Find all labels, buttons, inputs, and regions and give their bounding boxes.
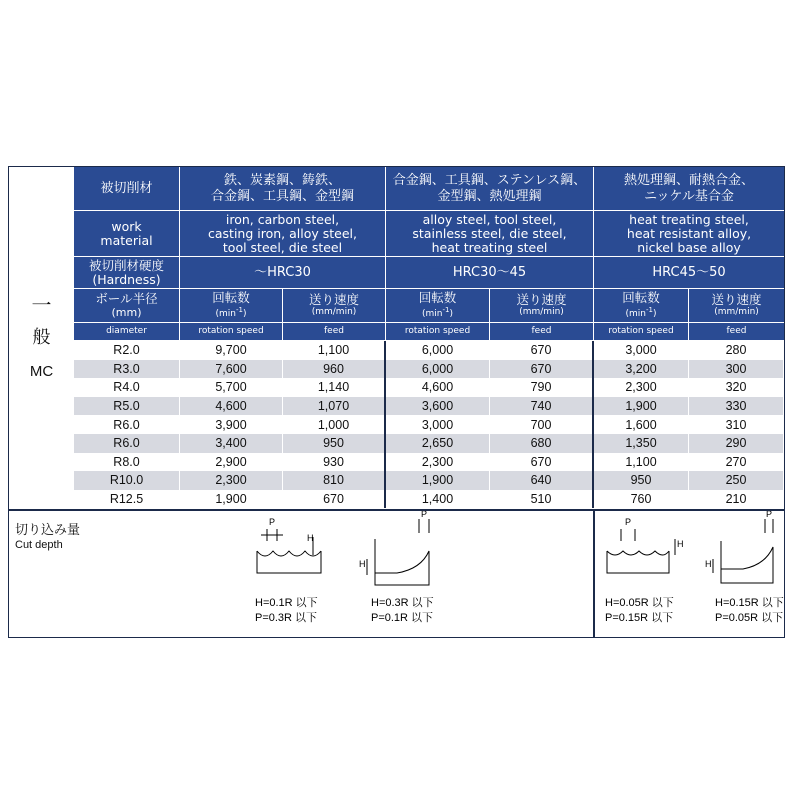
diagram-2-h-letter: H [359,559,366,569]
feed-cell: 1,000 [283,415,386,434]
diagram-4-h: H=0.15R 以下 [715,597,784,609]
radius-cell: R4.0 [74,378,180,397]
speed-cell: 2,300 [594,378,689,397]
diagram-2-h: H=0.3R 以下 [371,597,434,609]
feed-cell: 250 [689,471,784,490]
speed-cell: 1,900 [180,490,283,509]
speed-cell: 1,400 [386,490,490,509]
speed-cell: 4,600 [386,378,490,397]
speed-header: 回転数 $(\min^{-1})$ [180,289,283,323]
speed-cell: 9,700 [180,341,283,360]
radius-header: ボール半径 (mm) [74,289,180,323]
speed-cell: 1,350 [594,434,689,453]
feed-cell: 670 [490,453,594,472]
diagram-3-h-letter: H [677,539,684,549]
feed-cell: 1,140 [283,378,386,397]
hardness-label: 被切削材硬度 (Hardness) [74,257,180,289]
cut-depth-diagrams [9,511,784,637]
feed-cell: 670 [490,341,594,360]
feed-cell: 1,100 [283,341,386,360]
side-label-1: 一 [31,295,52,317]
feed-header-en: feed [283,323,386,341]
speed-cell: 3,600 [386,397,490,416]
speed-cell: 1,900 [594,397,689,416]
work-material-jp-label: 被切削材 [74,167,180,211]
group3-hardness: HRC45～50 [594,257,784,289]
diagram-1-h-letter: H [307,533,314,543]
speed-cell: 2,300 [386,453,490,472]
feed-cell: 290 [689,434,784,453]
side-label-mc: MC [29,363,54,380]
radius-header-en: diameter [74,323,180,341]
feed-cell: 510 [490,490,594,509]
feed-cell: 210 [689,490,784,509]
speed-cell: 3,000 [594,341,689,360]
diagram-4-p: P=0.05R 以下 [715,612,784,624]
diagram-3-p-letter: P [624,517,632,527]
speed-cell: 7,600 [180,360,283,379]
speed-cell: 2,300 [180,471,283,490]
radius-cell: R2.0 [74,341,180,360]
diagram-3-p: P=0.15R 以下 [605,612,674,624]
speed-cell: 760 [594,490,689,509]
feed-cell: 310 [689,415,784,434]
speed-cell: 6,000 [386,341,490,360]
feed-cell: 950 [283,434,386,453]
work-material-en-label: work material [74,211,180,257]
speed-header: 回転数 $(\min^{-1})$ [594,289,689,323]
speed-header-en: rotation speed [594,323,689,341]
side-label-2: 般 [32,327,51,347]
feed-header: 送り速度 (mm/min) [490,289,594,323]
feed-cell: 810 [283,471,386,490]
cut-depth-title: 切り込み量 [15,523,81,538]
diagram-1 [255,517,321,624]
speed-cell: 2,900 [180,453,283,472]
radius-cell: R3.0 [74,360,180,379]
speed-cell: 4,600 [180,397,283,416]
feed-cell: 960 [283,360,386,379]
speed-cell: 3,400 [180,434,283,453]
speed-cell: 2,650 [386,434,490,453]
diagram-4-p-letter: P [765,511,773,519]
cutting-conditions-table [8,166,785,638]
speed-cell: 6,000 [386,360,490,379]
feed-cell: 790 [490,378,594,397]
group2-hardness: HRC30～45 [386,257,594,289]
speed-cell: 950 [594,471,689,490]
speed-cell: 5,700 [180,378,283,397]
diagram-4-h-letter: H [705,559,712,569]
group1-material-jp: 鉄、炭素鋼、鋳鉄、 合金鋼、工具鋼、金型鋼 [180,167,386,211]
feed-header-en: feed [689,323,784,341]
feed-cell: 640 [490,471,594,490]
diagram-3-h: H=0.05R 以下 [605,597,674,609]
speed-cell: 3,900 [180,415,283,434]
speed-header-en: rotation speed [180,323,283,341]
feed-cell: 700 [490,415,594,434]
diagram-2 [359,511,434,624]
diagram-1-p-letter: P [268,517,276,527]
radius-cell: R6.0 [74,415,180,434]
speed-cell: 3,000 [386,415,490,434]
feed-cell: 740 [490,397,594,416]
speed-cell: 3,200 [594,360,689,379]
diagram-3 [605,517,684,624]
radius-cell: R10.0 [74,471,180,490]
group2-material-jp: 合金鋼、工具鋼、ステンレス鋼、 金型鋼、熱処理鋼 [386,167,594,211]
group1-material-en: iron, carbon steel, casting iron, alloy steel, tool steel, die steel [180,211,386,257]
feed-cell: 270 [689,453,784,472]
group3-material-en: heat treating steel, heat resistant alloy, nickel base alloy [594,211,784,257]
radius-cell: R6.0 [74,434,180,453]
diagram-1-h: H=0.1R 以下 [255,597,318,609]
group3-material-jp: 熱処理鋼、耐熱合金、 ニッケル基合金 [594,167,784,211]
diagram-2-p: P=0.1R 以下 [371,612,434,624]
feed-cell: 1,070 [283,397,386,416]
speed-header: 回転数 $(\min^{-1})$ [386,289,490,323]
feed-cell: 680 [490,434,594,453]
feed-header-en: feed [490,323,594,341]
feed-header: 送り速度 (mm/min) [689,289,784,323]
feed-cell: 670 [490,360,594,379]
diagram-4 [705,511,784,624]
speed-cell: 1,600 [594,415,689,434]
cut-depth-subtitle: Cut depth [15,539,63,551]
speed-header-en: rotation speed [386,323,490,341]
feed-header: 送り速度 (mm/min) [283,289,386,323]
diagram-2-p-letter: P [420,511,428,519]
feed-cell: 930 [283,453,386,472]
group2-material-en: alloy steel, tool steel, stainless steel, die steel, heat treating steel [386,211,594,257]
feed-cell: 320 [689,378,784,397]
radius-cell: R12.5 [74,490,180,509]
diagram-1-p: P=0.3R 以下 [255,612,318,624]
feed-cell: 280 [689,341,784,360]
feed-cell: 670 [283,490,386,509]
radius-cell: R5.0 [74,397,180,416]
radius-cell: R8.0 [74,453,180,472]
feed-cell: 300 [689,360,784,379]
group1-hardness: ～HRC30 [180,257,386,289]
speed-cell: 1,100 [594,453,689,472]
speed-cell: 1,900 [386,471,490,490]
feed-cell: 330 [689,397,784,416]
